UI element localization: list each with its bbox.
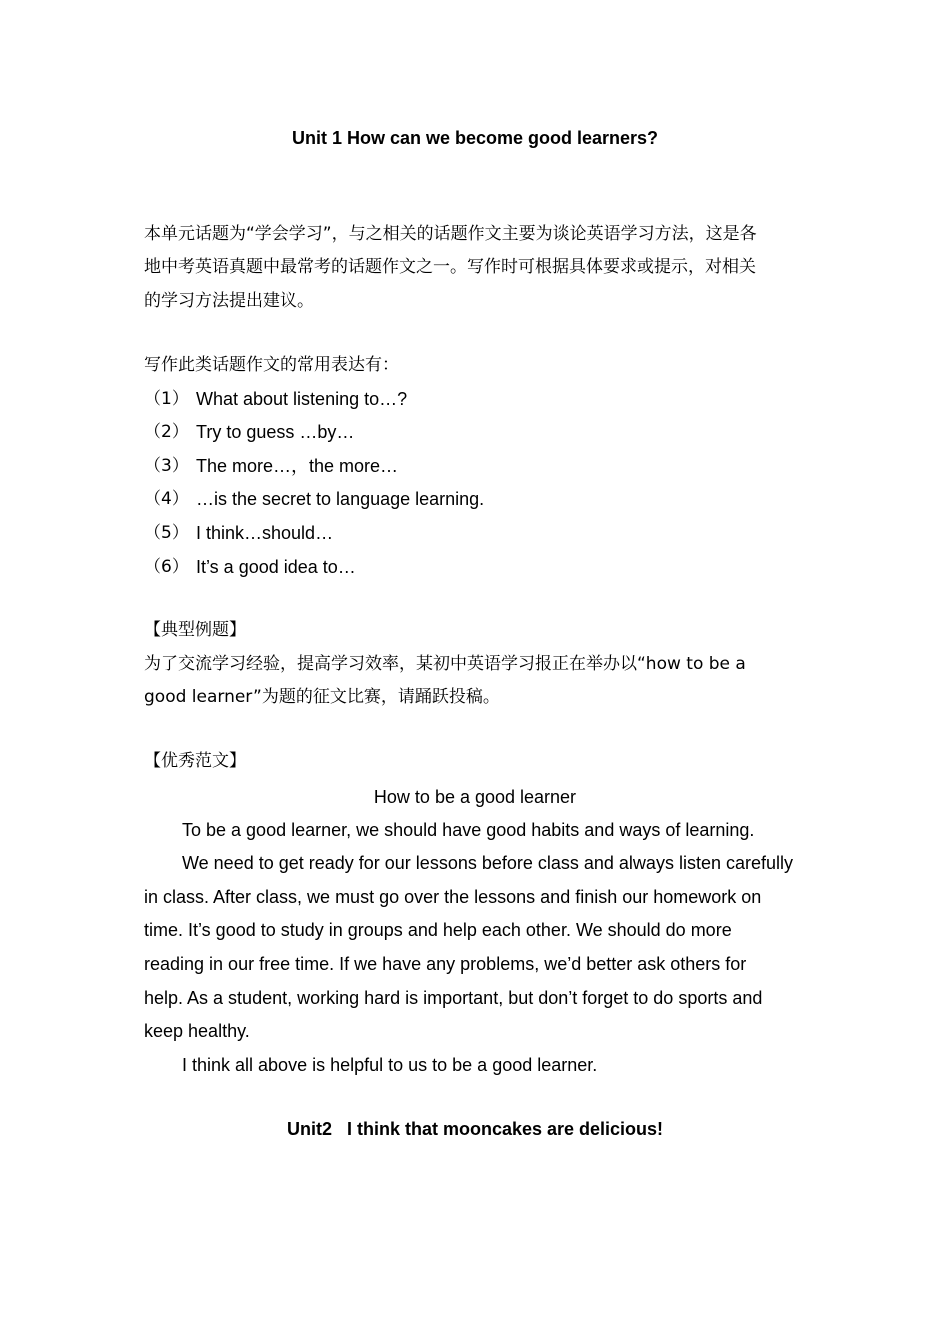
- intro-line: 本单元话题为“学会学习”，与之相关的话题作文主要为谈论英语学习方法，这是各: [144, 224, 757, 244]
- list-item-number: （4）: [144, 489, 189, 509]
- expressions-heading: 写作此类话题作文的常用表达有：: [144, 355, 399, 375]
- list-item: It’s a good idea to…: [196, 557, 356, 577]
- list-item-number: （1）: [144, 389, 189, 409]
- intro-line: 地中考英语真题中最常考的话题作文之一。写作时可根据具体要求或提示，对相关: [144, 257, 756, 277]
- example-line: good learner”为题的征文比赛，请踊跃投稿。: [144, 687, 500, 707]
- list-item: What about listening to…?: [196, 389, 408, 409]
- list-item-number: （6）: [144, 557, 189, 577]
- essay-line: We need to get ready for our lessons before class and always listen carefully: [182, 853, 793, 873]
- essay-title: How to be a good learner: [373, 787, 577, 807]
- example-line: 为了交流学习经验，提高学习效率，某初中英语学习报正在举办以“how to be a: [144, 654, 746, 674]
- example-heading: 【典型例题】: [144, 620, 246, 640]
- intro-line: 的学习方法提出建议。: [144, 291, 314, 311]
- essay-line: reading in our free time. If we have any problems, we’d better ask others for: [144, 954, 747, 974]
- list-item-number: （2）: [144, 422, 189, 442]
- essay-line: time. It’s good to study in groups and help each other. We should do more: [144, 920, 732, 940]
- essay-line: in class. After class, we must go over the lessons and finish our homework on: [144, 887, 762, 907]
- list-item: Try to guess …by…: [196, 422, 355, 442]
- unit2-title: Unit2 I think that mooncakes are delicious!: [286, 1119, 664, 1139]
- list-item: …is the secret to language learning.: [196, 489, 485, 509]
- list-item-number: （5）: [144, 523, 189, 543]
- unit1-title: Unit 1 How can we become good learners?: [291, 128, 659, 148]
- model-heading: 【优秀范文】: [144, 751, 246, 771]
- list-item-number: （3）: [144, 456, 189, 476]
- essay-line: I think all above is helpful to us to be a good learner.: [182, 1055, 598, 1075]
- essay-line: keep healthy.: [144, 1021, 250, 1041]
- list-item: The more…，the more…: [196, 456, 399, 476]
- essay-line: To be a good learner, we should have good habits and ways of learning.: [182, 820, 755, 840]
- essay-line: help. As a student, working hard is important, but don’t forget to do sports and: [144, 988, 763, 1008]
- list-item: I think…should…: [196, 523, 334, 543]
